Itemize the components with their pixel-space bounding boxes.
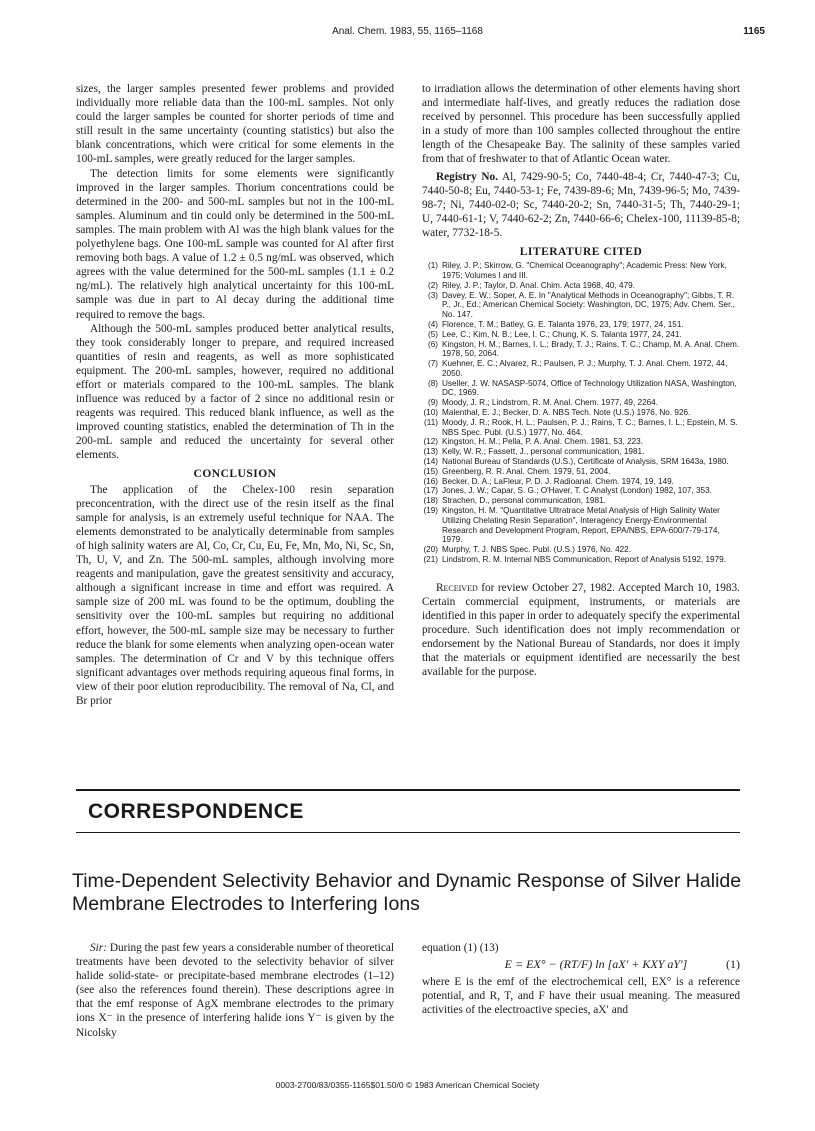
reference-text: Davey, E. W.; Soper, A. E. In "Analytical Methods in Oceanography"; Gibbs, T. R. P., Jr., Ed.; American Chemical Society: Washington, DC, 1975; Adv. Chem. Ser., No. 147.: [442, 290, 735, 320]
reference-item: [422, 330, 740, 340]
equation-intro: equation (1) (13): [422, 942, 499, 954]
section-rule-bottom: [76, 832, 740, 833]
reference-text: National Bureau of Standards (U.S.), Certificate of Analysis, SRM 1643a, 1980.: [442, 457, 729, 467]
reference-item: [422, 418, 740, 438]
registry-paragraph: [422, 170, 740, 240]
reference-number: (21): [423, 555, 438, 565]
journal-citation: Anal. Chem. 1983, 55, 1165–1168: [332, 26, 483, 37]
reference-item: [422, 281, 740, 291]
reference-item: [422, 261, 740, 281]
article-text: During the past few years a considerable number of theoretical treatments have been devoted to the selectivity behavior of silver halide solid-state- or precipitate-based membrane electrodes (1–12) (see also the references found therein). These descriptions agree in that the emf response of AgX membrane electrodes to the primary ions X⁻ in the presence of interfering halide ions Y⁻ is given by the Nicolsky: [76, 942, 394, 1039]
salutation: Sir:: [90, 942, 107, 954]
right-column: [422, 82, 740, 679]
reference-text: Kingston, H. M.; Barnes, I. L.; Brady, T. J.; Rains, T. C.; Champ, M. A. Anal. Chem. 1978, 50, 2064.: [442, 339, 740, 359]
section-heading: LITERATURE CITED: [519, 246, 643, 259]
article-left-column: [76, 941, 394, 1040]
paragraph: The detection limits for some elements were significantly improved in the larger samples. Thorium concentrations could be determined in the 200- and 500-mL samples but not in the 100-mL samples. Aluminum and tin could only be determined in the 500-mL samples. The main problem with Al was the high blank values for the polyethylene bags. One 100-mL sample was counted for Al after first removing both bags. A value of 1.2 ± 0.5 ng/mL was observed, which agrees with the value determined for the 500-mL samples (1.1 ± 0.2 ng/mL). The relatively high analytical uncertainty for this 100-mL sample was due in part to Al decay during the additional time required to remove the bags.: [76, 167, 394, 321]
received-paragraph: [422, 581, 740, 680]
section-label: CORRESPONDENCE: [88, 800, 304, 823]
reference-number: (13): [423, 447, 438, 457]
reference-number: (16): [423, 476, 438, 486]
article-title: Time-Dependent Selectivity Behavior and Dynamic Response of Silver Halide Membrane Electrodes to Interfering Ions: [72, 870, 742, 915]
reference-item: [422, 477, 740, 487]
registry-label: Registry No.: [436, 170, 499, 183]
article-right-column: [422, 941, 740, 1017]
reference-text: Moody, J. R.; Rook, H. L.; Paulsen, P. J.; Rains, T. C.; Barnes, I. L.; Epstein, M. S. NBS Spec. Publ. (U.S.) 1977, No. 464.: [442, 417, 738, 437]
reference-text: Kelly, W. R.; Fassett, J., personal communication, 1981.: [442, 447, 645, 457]
reference-text: Riley, J. P.; Skirrow, G. "Chemical Oceanography"; Academic Press: New York, 1975; Volumes I and III.: [442, 261, 727, 280]
reference-number: (14): [423, 457, 438, 467]
reference-text: Kingston, H. M. "Quantitative Ultratrace Metal Analysis of High Salinity Water Utilizing Chelating Resin Separation", Interagency Energy-Environmental Research and Development Program, Report, EPA/NBS, EPA-600/7-79-174, 1979.: [442, 506, 720, 545]
reference-number: (8): [427, 378, 438, 388]
reference-item: [422, 447, 740, 457]
received-text: for review October 27, 1982. Accepted March 10, 1983. Certain commercial equipment, instruments, or materials are identified in this paper in order to adequately specify the experimental procedure. Such identification does not imply recommendation or endorsement by the National Bureau of Standards, nor does it imply that the materials or equipment identified are necessarily the best available for the purpose.: [422, 581, 740, 679]
reference-item: [422, 398, 740, 408]
running-header: [0, 26, 815, 42]
reference-number: (15): [423, 466, 438, 476]
equation-number: (1): [726, 957, 740, 972]
reference-item: [422, 506, 740, 545]
reference-text: Becker, D. A.; LaFleur, P. D. J. Radioanal. Chem. 1974, 19, 149.: [442, 476, 674, 486]
reference-text: Kuehner, E. C.; Alvarez, R.; Paulsen, P. J.; Murphy, T. J. Anal. Chem. 1972, 44, 2050.: [442, 359, 728, 378]
reference-text: Murphy, T. J. NBS Spec. Publ. (U.S.) 1976, No. 422.: [442, 545, 632, 555]
left-column: [76, 82, 394, 708]
reference-number: (5): [427, 329, 438, 339]
article-text: where E is the emf of the electrochemical cell, EX° is a reference potential, and R, T, and F have their usual meaning. The measured activities of the electroactive species, aX′ and: [422, 976, 740, 1017]
reference-text: Greenberg, R. R. Anal. Chem. 1979, 51, 2004.: [442, 466, 611, 476]
reference-number: (9): [427, 398, 438, 408]
reference-item: [422, 359, 740, 379]
reference-item: [422, 437, 740, 447]
reference-text: Jones, J. W.; Capar, S. G.; O'Haver, T. C Analyst (London) 1982, 107, 353.: [442, 486, 712, 496]
reference-item: [422, 545, 740, 555]
paragraph: [76, 941, 394, 1040]
reference-item: [422, 457, 740, 467]
reference-text: Useller, J. W. NASASP-5074, Office of Technology Utilization NASA, Washington, DC, 1969.: [442, 378, 737, 398]
reference-item: [422, 555, 740, 565]
reference-item: [422, 408, 740, 418]
reference-number: (17): [423, 486, 438, 496]
section-rule-top: [76, 789, 740, 791]
reference-item: [422, 486, 740, 496]
reference-item: [422, 379, 740, 399]
reference-number: (2): [427, 280, 438, 290]
reference-number: (20): [423, 545, 438, 555]
reference-text: Lee, C.; Kim, N. B.; Lee, I. C.; Chung, K. S. Talanta 1977, 24, 241.: [442, 329, 682, 339]
reference-item: [422, 340, 740, 360]
received-label: Received: [436, 581, 478, 594]
reference-number: (7): [427, 359, 438, 369]
reference-text: Strachen, D., personal communication, 1981.: [442, 496, 606, 506]
reference-text: Riley, J. P.; Taylor, D. Anal. Chim. Acta 1968, 40, 479.: [442, 280, 635, 290]
paragraph: The application of the Chelex-100 resin separation preconcentration, with the direct use of the resin itself as the final sample for analysis, is an extremely useful technique for NAA. The elements demonstrated to be analytically determinable from samples of high salinity waters are Al, Co, Cr, Cu, Eu, Fe, Mn, Mo, Ni, Sc, Sn, Th, U, V, and Zn. The 500-mL samples, although involving more reagents and manipulation, gave the greatest sensitivity and accuracy, although a significant increase in time and effort was required. A sample size of 200 mL was found to be the optimum, doubling the sensitivity over the 100-mL samples but requiring no additional effort, however, the 500-mL sample size may be necessary to further reduce the blank for some elements when analyzing open-ocean water samples. The determination of Cr and V by this technique offers significant advantages over methods requiring aqueous final forms, in view of their poor elution reproducibility. The removal of Na, Cl, and Br prior: [76, 483, 394, 708]
reference-number: (4): [427, 319, 438, 329]
paragraph: sizes, the larger samples presented fewer problems and provided individually more reliable data than the 100-mL samples. Not only could the larger samples be counted for shorter periods of time and still result in the same uncertainty (counting statistics) but also the blank concentrations, which were critical for some elements in the 100-mL samples, were greatly reduced for the larger samples.: [76, 83, 394, 166]
reference-number: (6): [427, 339, 438, 349]
registry-text: Al, 7429-90-5; Co, 7440-48-4; Cr, 7440-47-3; Cu, 7440-50-8; Eu, 7440-53-1; Fe, 7439-89-6; Mn, 7439-96-5; Mo, 7439-98-7; Ni, 7440-02-0; Sc, 7440-20-2; Sn, 7440-31-5; Th, 7440-29-1; U, 7440-61-1; V, 7440-62-2; Zn, 7440-66-6; Chelex-100, 11139-85-8; water, 7732-18-5.: [422, 170, 740, 239]
reference-list: [422, 261, 740, 565]
equation-text: E = EX° − (RT/F) ln [aX′ + KXY aY′]: [504, 957, 688, 972]
reference-number: (3): [427, 290, 438, 300]
reference-item: [422, 291, 740, 320]
reference-number: (12): [423, 437, 438, 447]
paragraph: Although the 500-mL samples produced better analytical results, they took considerably longer to prepare, and required increased quantities of resin and reagents, as well as more sophisticated equipment. The 200-mL samples, however, required no additional effort or materials compared to the 100-mL samples. The blank influence was reduced by a factor of 2 since no additional resin or reagents was required. This reduced blank influence, as well as the improved counting statistics, enabled the determination of Th in the 200-mL sample and reduced the uncertainty for several other elements.: [76, 322, 394, 462]
section-heading: CONCLUSION: [193, 467, 277, 480]
equation: [452, 957, 740, 971]
reference-text: Lindstrom, R. M. Internal NBS Communication, Report of Analysis 5192, 1979.: [442, 555, 726, 565]
reference-text: Kingston, H. M.; Pella, P. A. Anal. Chem. 1981, 53, 223.: [442, 437, 644, 447]
footer: 0003-2700/83/0355-1165$01.50/0 © 1983 American Chemical Society: [275, 1080, 540, 1090]
reference-item: [422, 467, 740, 477]
reference-item: [422, 320, 740, 330]
paragraph: to irradiation allows the determination of other elements having short and intermediate half-lives, and greatly reduces the radiation dose received by personnel. This procedure has been successfully applied in a study of more than 100 samples collected throughout the entire length of the Chesapeake Bay. The salinity of these samples varied from that of freshwater to that of Atlantic Ocean water.: [422, 83, 740, 166]
reference-number: (1): [427, 261, 438, 271]
reference-number: (18): [423, 496, 438, 506]
reference-number: (11): [424, 417, 438, 427]
reference-number: (10): [423, 408, 438, 418]
reference-text: Moody, J. R.; Lindstrom, R. M. Anal. Chem. 1977, 49, 2264.: [442, 398, 659, 408]
reference-item: [422, 496, 740, 506]
page-number: 1165: [743, 26, 765, 37]
reference-number: (19): [423, 506, 438, 516]
reference-text: Malenthal, E. J.; Becker, D. A. NBS Tech. Note (U.S.) 1976, No. 926.: [442, 408, 691, 418]
reference-text: Florence, T. M.; Batley, G. E. Talanta 1976, 23, 179; 1977, 24, 151.: [442, 319, 684, 329]
